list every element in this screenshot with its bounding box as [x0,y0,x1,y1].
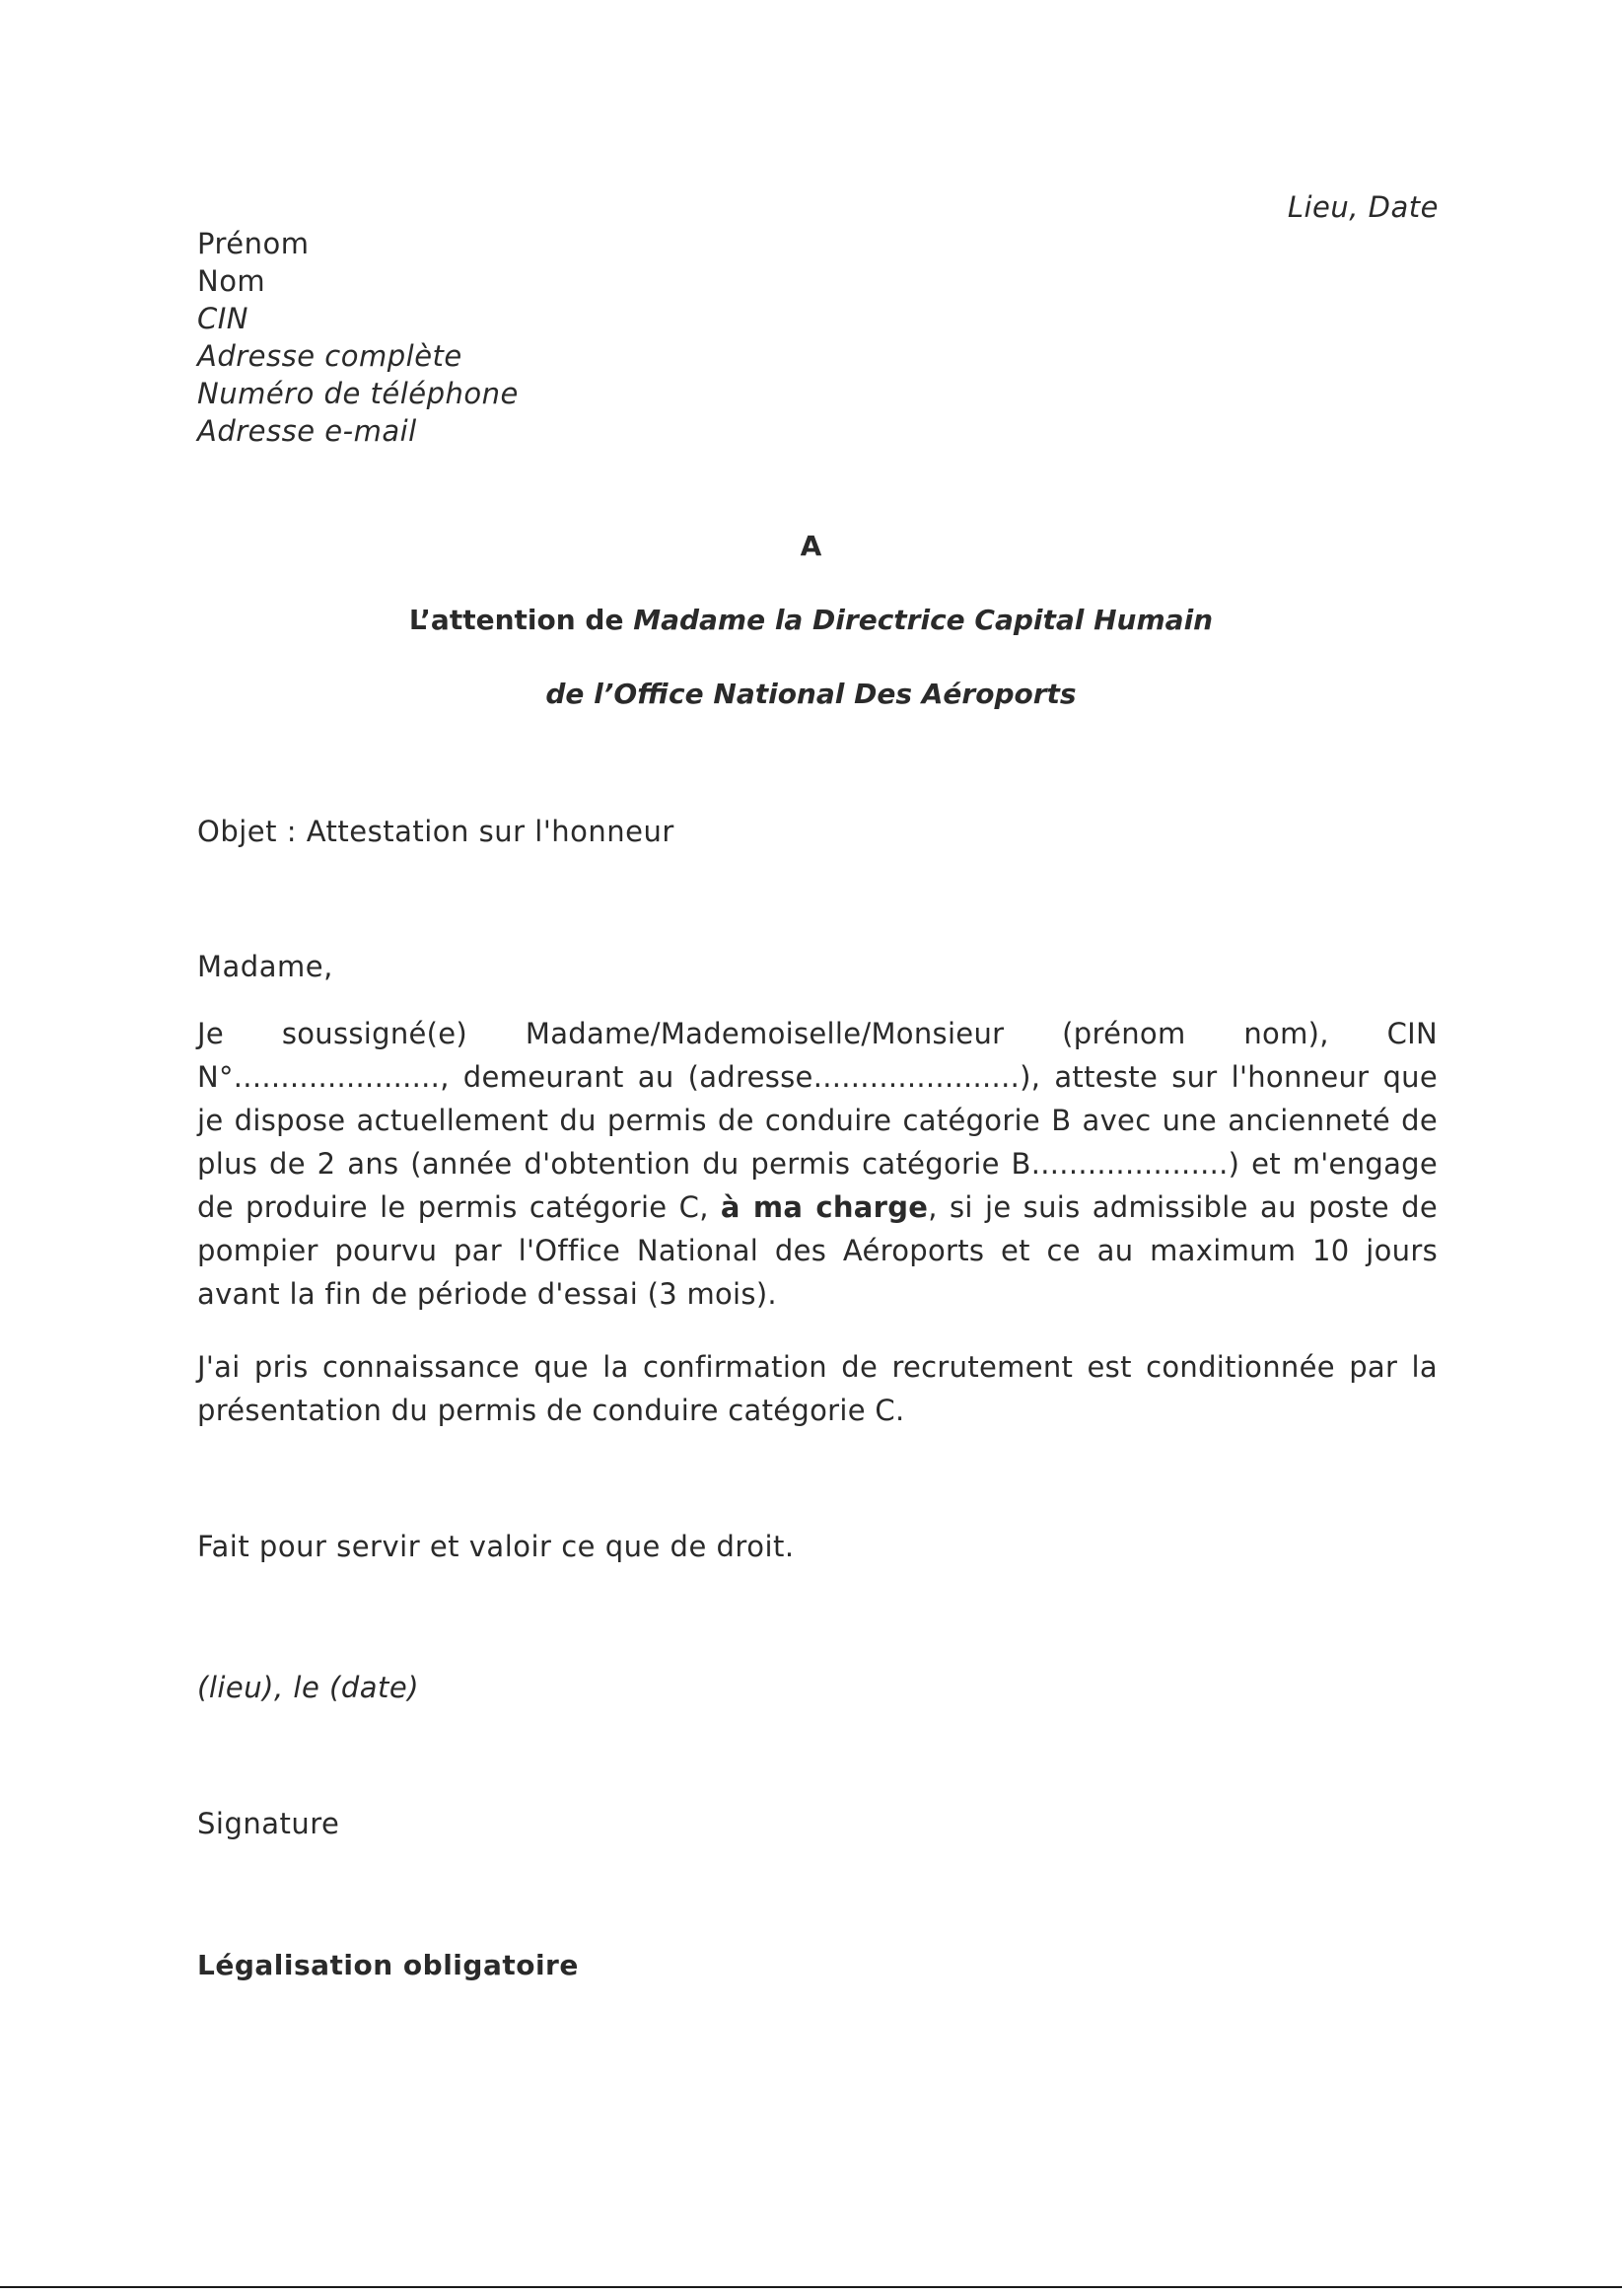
sender-cin: CIN [197,302,248,335]
sender-address: Adresse complète [197,339,462,373]
recipient-title: Madame la Directrice Capital Humain [633,604,1214,636]
sender-block [197,225,519,450]
paragraph-1-text-b: , si je suis admissible au poste de pompier pourvu par l'Office National des Aéroports et ce au maximum 10 jours avant la fin de période d'essai (3 mois). [197,1190,1438,1311]
sender-phone: Numéro de téléphone [197,377,519,410]
sender-first-name: Prénom [197,227,310,260]
recipient-to: A [800,530,822,562]
body-paragraph-2: J'ai pris connaissance que la confirmation de recrutement est conditionnée par la présentation du permis de conduire catégorie C. [197,1350,1438,1427]
sender-last-name: Nom [197,264,266,298]
closing-line: Fait pour servir et valoir ce que de droit. [197,1530,795,1563]
body-paragraph-1 [197,1012,1438,1316]
legalisation-note: Légalisation obligatoire [197,1949,579,1981]
recipient-line-2: de l’Office National Des Aéroports [545,678,1077,710]
footer-place-date: (lieu), le (date) [197,1671,420,1704]
recipient-prefix: L’attention de [408,604,634,636]
paragraph-1-bold: à ma charge [720,1190,929,1224]
signature-label: Signature [197,1807,340,1840]
recipient-line-1 [0,604,1622,636]
bottom-edge-line [0,2286,1622,2288]
place-date: Lieu, Date [1287,190,1439,224]
paragraph-1-text-a: Je soussigné(e) Madame/Mademoiselle/Monsieur (prénom nom), CIN N°......................, demeurant au (adresse......................), atteste sur l'honneur que je dispose actuellement du permis de conduire catégorie B avec une ancienneté de plus de 2 ans (année d'obtention du permis catégorie B.....................) et m'engage de produire le permis catégorie C, [197,1017,1438,1224]
salutation: Madame, [197,950,333,983]
subject-line: Objet : Attestation sur l'honneur [197,815,674,848]
sender-email: Adresse e-mail [197,414,417,448]
